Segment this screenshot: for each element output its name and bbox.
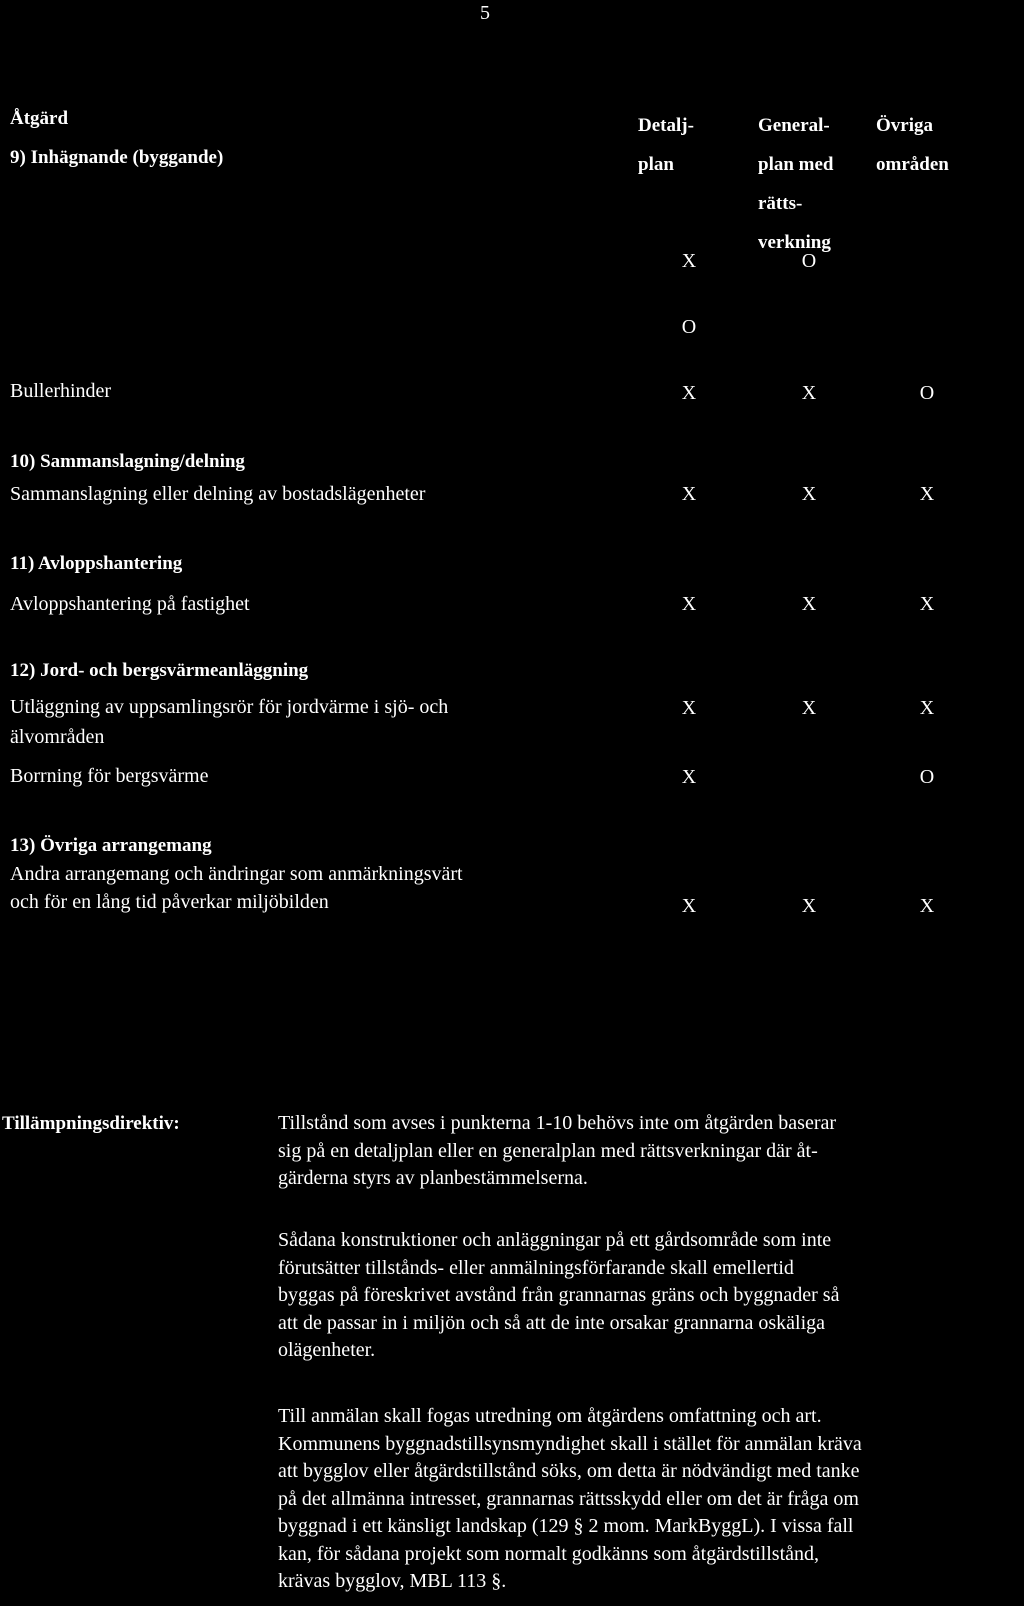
directive-label: Tillämpningsdirektiv: xyxy=(2,1113,180,1134)
mark: X xyxy=(681,250,697,272)
row-label-utlaggning-line1: Utläggning av uppsamlingsrör för jordvärme i sjö- och xyxy=(10,696,449,718)
paragraph-line: byggnad i ett känsligt landskap (129 § 2 mom. MarkByggL). I vissa fall xyxy=(278,1515,854,1537)
paragraph-line: Sådana konstruktioner och anläggningar på ett gårdsområde som inte xyxy=(278,1229,832,1251)
column-header-other-line2: områden xyxy=(876,154,949,175)
column-header-detailplan-line1: Detalj- xyxy=(638,115,694,136)
mark: X xyxy=(801,382,817,404)
mark: X xyxy=(801,483,817,505)
mark: X xyxy=(681,766,697,788)
row-label-bullerhinder: Bullerhinder xyxy=(10,380,112,402)
mark: X xyxy=(801,895,817,917)
column-header-generalplan-line1: General- xyxy=(758,115,830,136)
directive-paragraph-3 xyxy=(278,1403,1018,1596)
paragraph-line: Till anmälan skall fogas utredning om åtgärdens omfattning och art. xyxy=(278,1405,822,1427)
mark: O xyxy=(919,766,935,788)
mark: X xyxy=(801,593,817,615)
section-title-12: 12) Jord- och bergsvärmeanläggning xyxy=(10,660,309,681)
mark: X xyxy=(919,483,935,505)
mark: X xyxy=(919,593,935,615)
paragraph-line: Tillstånd som avses i punkterna 1-10 behövs inte om åtgärden baserar xyxy=(278,1112,837,1134)
mark: O xyxy=(919,382,935,404)
paragraph-line: sig på en detaljplan eller en generalplan med rättsverkningar där åt- xyxy=(278,1139,818,1162)
mark: O xyxy=(801,250,817,272)
page-number: 5 xyxy=(480,2,490,24)
row-label-borrning: Borrning för bergsvärme xyxy=(10,765,209,787)
paragraph-line: olägenheter. xyxy=(278,1339,376,1361)
mark: X xyxy=(681,382,697,404)
column-header-generalplan xyxy=(758,106,834,262)
column-header-other-line1: Övriga xyxy=(876,115,933,136)
directive-paragraph-2 xyxy=(278,1227,1018,1365)
column-header-generalplan-line2: plan med xyxy=(758,154,834,175)
paragraph-line: att bygglov eller åtgärdstillstånd söks, om detta är nödvändigt med tanke xyxy=(278,1460,860,1482)
section-title-13: 13) Övriga arrangemang xyxy=(10,835,212,856)
column-header-generalplan-line4: verkning xyxy=(758,232,831,253)
row-label-andra-line1: Andra arrangemang och ändringar som anmärkningsvärt xyxy=(10,863,463,885)
paragraph-line: byggas på föreskrivet avstånd från grannarnas gräns och byggnader så xyxy=(278,1284,840,1306)
row-label-utlaggning xyxy=(10,692,448,752)
row-label-andra-line2: och för en lång tid påverkar miljöbilden xyxy=(10,891,329,913)
mark: X xyxy=(801,697,817,719)
row-label-avloppshantering: Avloppshantering på fastighet xyxy=(10,593,250,615)
paragraph-line: kan, för sådana projekt som normalt godkänns som åtgärdstillstånd, xyxy=(278,1542,820,1565)
paragraph-line: på det allmänna intresset, grannarnas rättsskydd eller om det är fråga om xyxy=(278,1487,859,1510)
column-header-detailplan xyxy=(638,106,694,184)
mark: X xyxy=(919,895,935,917)
row-label-andra-arrangemang xyxy=(10,860,463,916)
mark: X xyxy=(681,697,697,719)
section-title-11: 11) Avloppshantering xyxy=(10,553,183,574)
paragraph-line: Kommunens byggnadstillsynsmyndighet skall i stället för anmälan kräva xyxy=(278,1432,862,1455)
mark: X xyxy=(681,483,697,505)
section-title-9: 9) Inhägnande (byggande) xyxy=(10,147,224,168)
mark: O xyxy=(681,316,697,338)
directive-paragraph-1 xyxy=(278,1110,1018,1193)
column-header-other-areas xyxy=(876,106,949,184)
paragraph-line: förutsätter tillstånds- eller anmälningsförfarande skall emellertid xyxy=(278,1256,794,1279)
paragraph-line: krävas bygglov, MBL 113 §. xyxy=(278,1570,507,1592)
mark: X xyxy=(681,895,697,917)
column-header-generalplan-line3: rätts- xyxy=(758,193,803,214)
paragraph-line: gärderna styrs av planbestämmelserna. xyxy=(278,1167,588,1189)
mark: X xyxy=(919,697,935,719)
section-title-10: 10) Sammanslagning/delning xyxy=(10,451,245,472)
column-header-action: Åtgärd xyxy=(10,108,69,129)
row-label-utlaggning-line2: älvområden xyxy=(10,726,105,748)
paragraph-line: att de passar in i miljön och så att de inte orsakar grannarna oskäliga xyxy=(278,1311,826,1334)
row-label-sammanslagning: Sammanslagning eller delning av bostadslägenheter xyxy=(10,483,426,505)
column-header-detailplan-line2: plan xyxy=(638,154,674,175)
mark: X xyxy=(681,593,697,615)
